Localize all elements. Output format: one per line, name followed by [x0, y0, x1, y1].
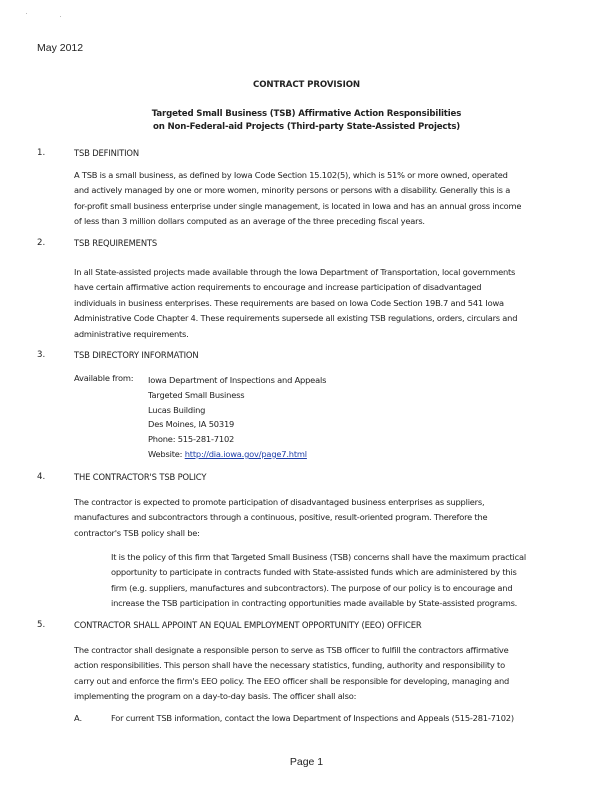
header-date: May 2012: [37, 42, 84, 54]
directory-line: Phone: 515-281-7102: [148, 434, 235, 445]
subitem-a-letter: A.: [74, 713, 83, 723]
section-1-heading: TSB DEFINITION: [74, 148, 139, 158]
document-subtitle: [0, 108, 613, 134]
section-4-number: 4.: [37, 472, 46, 482]
subitem-a-text: For current TSB information, contact the Iowa Department of Inspections and Appeals (515-281-7102): [111, 713, 514, 723]
subtitle-line-1: Targeted Small Business (TSB) Affirmative Action Responsibilities: [151, 109, 462, 119]
body-line: Administrative Code Chapter 4. These requirements supersede all existing TSB regulations, orders, circulars and: [74, 313, 518, 324]
body-line: implementing the program on a day-to-day basis. The officer shall also:: [74, 691, 357, 702]
section-5-heading: CONTRACTOR SHALL APPOINT AN EQUAL EMPLOYMENT OPPORTUNITY (EEO) OFFICER: [74, 620, 422, 630]
available-from-label: Available from:: [74, 373, 134, 383]
website-label: Website:: [148, 448, 185, 459]
section-1-number: 1.: [37, 148, 46, 158]
policy-line: opportunity to participate in contracts funded with State-assisted funds which are administered by this: [111, 567, 517, 578]
section-3-heading: TSB DIRECTORY INFORMATION: [74, 350, 199, 360]
body-line: action responsibilities. This person shall have the necessary statistics, funding, authority and responsibility to: [74, 660, 505, 671]
body-line: manufactures and subcontractors through a continuous, positive, result-oriented program. Therefore the: [74, 512, 488, 523]
subtitle-line-2: on Non-Federal-aid Projects (Third-party State-Assisted Projects): [152, 122, 461, 132]
document-title: CONTRACT PROVISION: [252, 80, 361, 90]
body-line: and actively managed by one or more women, minority persons or persons with a disability. Generally this is a: [74, 185, 511, 196]
policy-statement: [111, 550, 591, 612]
body-line: administrative requirements.: [74, 328, 189, 339]
section-4-heading: THE CONTRACTOR'S TSB POLICY: [74, 472, 207, 482]
body-line: carry out and enforce the firm's EEO policy. The EEO officer shall be responsible for developing, managing and: [74, 675, 510, 686]
scan-artifact: [26, 13, 27, 14]
section-5-number: 5.: [37, 620, 46, 630]
directory-line: Targeted Small Business: [148, 389, 245, 400]
section-2-body: [74, 265, 594, 342]
policy-line: It is the policy of this firm that Targeted Small Business (TSB) concerns shall have the maximum practical: [111, 552, 526, 562]
body-line: of less than 3 million dollars computed as an average of the three preceding fiscal years.: [74, 216, 425, 227]
policy-line: firm (e.g. suppliers, manufactures and subcontractors). The purpose of our policy is to encourage and: [111, 582, 513, 593]
directory-address: [148, 373, 326, 462]
directory-line: Iowa Department of Inspections and Appeals: [148, 375, 327, 385]
body-line: A TSB is a small business, as defined by Iowa Code Section 15.102(5), which is 51% or more owned, operated: [74, 170, 508, 180]
body-line: individuals in business enterprises. These requirements are based on Iowa Code Section 19B.7 and 541 Iowa: [74, 297, 504, 308]
body-line: contractor's TSB policy shall be:: [74, 527, 200, 538]
website-link[interactable]: http://dia.iowa.gov/page7.html: [184, 448, 307, 459]
section-2-heading: TSB REQUIREMENTS: [74, 238, 158, 248]
directory-line: Lucas Building: [148, 404, 206, 415]
body-line: In all State-assisted projects made available through the Iowa Department of Transportation, local governments: [74, 267, 516, 277]
section-2-number: 2.: [37, 238, 46, 248]
page-number: Page 1: [289, 756, 324, 768]
scan-artifact: [60, 16, 61, 17]
website-line: [148, 447, 326, 462]
body-line: The contractor shall designate a responsible person to serve as TSB officer to fulfill the contractors affirmative: [74, 645, 509, 655]
policy-line: increase the TSB participation in contracting opportunities made available by State-assisted programs.: [111, 598, 518, 609]
body-line: have certain affirmative action requirements to encourage and increase participation of disadvantaged: [74, 282, 482, 293]
section-4-body: [74, 495, 594, 541]
body-line: The contractor is expected to promote participation of disadvantaged business enterprises as suppliers,: [74, 497, 485, 507]
body-line: for-profit small business enterprise under single management, is located in Iowa and has an annual gross income: [74, 200, 522, 211]
directory-line: Des Moines, IA 50319: [148, 419, 235, 430]
section-3-number: 3.: [37, 350, 46, 360]
section-1-body: [74, 168, 594, 230]
section-5-body: [74, 643, 594, 705]
